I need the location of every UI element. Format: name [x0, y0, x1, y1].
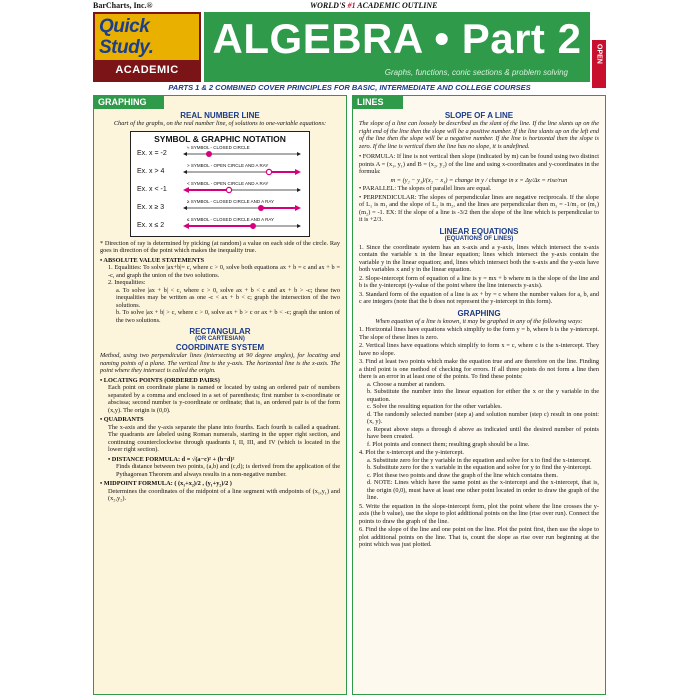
graphing-subitem: b. Substitute zero for the x variable in the equation and solve for y to find the y-intercept.: [367, 464, 592, 471]
absolute-value-equalities: 1. Equalities: To solve |ax+b|= c, where c > 0, solve both equations ax + b = c and ax + b = -c, and graph the union of the two solutions.: [108, 264, 340, 279]
lines-body: [359, 111, 599, 549]
graphing-body: [100, 111, 340, 503]
notation-caption: ≤ SYMBOL - CLOSED CIRCLE AND A RAY: [187, 216, 274, 222]
notation-row: [135, 216, 305, 234]
slope-intro: The slope of a line can loosely be described as the slant of the line. If the line slants up on the right end of the line then the slope will be a positive number. If the line slants up on the left end of the line then the slope will be a negative number. If the line is horizontal then the slope is zero. If the line is vertical then the line has no slope, it is undefined.: [359, 120, 599, 150]
graphing-item: 5. Write the equation in the slope-intercept form, plot the point where the line crosses the y-axis (the b value), use the slope to plot additional points on the line (rise over run). Connect the points to draw the graph of the line.: [359, 502, 599, 525]
notation-caption: ≈ SYMBOL - CLOSED CIRCLE: [187, 144, 250, 150]
number-line-open-ray-icon: [183, 184, 301, 198]
locating-points-text: Each point on coordinate plane is named or located by using an ordered pair of numbers separated by a comma and enclosed in a set of parenthesis; first number is x-coordinate or abscissa; second number is y-coordinate or ordinate; that is, an ordered pair is of the form (x,y). The origin is (0,0).: [108, 384, 340, 414]
notation-caption: < SYMBOL - OPEN CIRCLE AND A RAY: [187, 180, 269, 186]
notation-example: Ex. x ≥ 3: [137, 203, 165, 211]
open-tab-top: [592, 40, 606, 88]
linear-equations-item: 3. Standard form of the equation of a line is ax + by = c where the number values for a, b, and c are integers (note that the b does not represent the y-intercept in this form).: [359, 290, 599, 305]
absolute-value-inequalities: 2. Inequalities:: [108, 279, 146, 286]
tagline-number: #1: [347, 1, 356, 10]
graphing-lines-intro: When equation of a line is known, it may be graphed in any of the following ways:: [375, 317, 583, 325]
page-title: ALGEBRA • Part 2: [212, 15, 582, 62]
number-line-closed-icon: [183, 148, 301, 162]
notation-row: [135, 144, 305, 162]
notation-row: [135, 198, 305, 216]
brand-name: BarCharts, Inc.®: [93, 1, 153, 10]
lines-header: LINES: [353, 96, 403, 109]
quadrants-heading: • QUADRANTS: [100, 416, 144, 423]
absolute-value-greater-than: b. To solve |ax + b| > c, where c > 0, solve ax + b > c or ax + b < -c; graph the union of the two solutions.: [116, 309, 340, 324]
graphing-subitem: c. Plot these two points and draw the graph of the line which contains them.: [367, 471, 558, 479]
midpoint-formula-heading: • MIDPOINT FORMULA: ( (x₁+x₂)/2 , (y₁+y₂)/2 ): [100, 480, 232, 487]
absolute-value-heading: • ABSOLUTE VALUE STATEMENTS: [100, 256, 205, 264]
graphing-item: 1. Horizontal lines have equations which simplify to the form y = b, where b is the y-intercept. The slope of these lines is zero.: [359, 326, 599, 341]
notation-row: [135, 162, 305, 180]
graphing-subitem: a. Substitute zero for the y variable in the equation and solve for x to find the x-intercept.: [367, 456, 592, 464]
number-line-closed-ray-icon: [183, 202, 301, 216]
page-subtitle: Graphs, functions, conic sections & problem solving: [384, 68, 568, 77]
graphing-column: [93, 95, 347, 695]
graphing-subitem: f. Plot points and connect them; resulting graph should be a line.: [367, 440, 530, 448]
linear-equations-subtitle: (EQUATIONS OF LINES): [444, 235, 514, 242]
graphing-subitem: b. Substitute the number into the linear equation for either the x or the y variable in the equation.: [367, 388, 599, 403]
linear-equations-title: LINEAR EQUATIONS: [439, 226, 519, 236]
notation-example: Ex. x < -1: [137, 185, 167, 193]
tagline-suffix: ACADEMIC OUTLINE: [355, 1, 438, 10]
rectangular-title: RECTANGULAR: [189, 327, 251, 336]
title-banner: [204, 12, 590, 82]
graphing-item: 6. Find the slope of the line and one point on the line. Plot the point first, then use the slope to plot additional points on the line. That is, count the slope as rise over run beginning at the point which was just plotted.: [359, 526, 599, 548]
graphing-item: 3. Find at least two points which make the equation true and are therefore on the line. Finding a third point is one method of checking for errors. If all three points do not form a line then there is an error in at least one of the points. To find these points:: [359, 358, 599, 380]
graphing-item: 4. Plot the x-intercept and the y-intercept.: [359, 449, 464, 456]
notation-example: Ex. x > 4: [137, 167, 165, 175]
direction-note: * Direction of ray is determined by picking (at random) a value on each side of the circle. Ray goes in direction of the point which makes the inequality true.: [100, 239, 340, 254]
graphing-header: GRAPHING: [94, 96, 164, 109]
parallel-lines: • PARALLEL: The slopes of parallel lines are equal.: [359, 185, 492, 192]
perpendicular-lines: • PERPENDICULAR: The slopes of perpendicular lines are negative reciprocals. If the slope of L₁ is m₁ and the slope of L₂ is m₂, and the lines are perpendicular then m₁ = -1/m₂ or (m₁)(m₂) = -1. EX: If the slope of a line is -3/2 then the slope of the line which is perpendicular to it is +2/3.: [359, 193, 599, 223]
tagline: [310, 1, 438, 10]
graphing-subitem: d. NOTE: Lines which have the same point as the x-intercept and the x-intercept, that is, the origin (0,0), must have at least one other point located in order to draw the graph of the line.: [367, 479, 599, 501]
slope-title: SLOPE OF A LINE: [444, 111, 514, 120]
number-line-closed-ray-icon: [183, 220, 301, 234]
quadrants-text: The x-axis and the y-axis separate the plane into fourths. Each fourth is called a quadrant. The quadrants are labeled using Roman numerals, starting in the upper right section, and continuing counterclockwise through quadrants I, II, III, and IV (which is located in the lower right section).: [108, 423, 340, 453]
coordinate-system-title: COORDINATE SYSTEM: [175, 343, 265, 352]
notation-row: [135, 180, 305, 198]
linear-equations-item: 1. Since the coordinate system has an x-axis and a y-axis, lines which intersect the x-axis contain the variable x in the linear equation; lines which intersect the y-axis contain the variable y in the linear equation; and, lines which intersect both the x-axis and the y-axis have both variables x and y in the linear equation.: [359, 243, 599, 273]
notation-caption: ≥ SYMBOL - CLOSED CIRCLE AND A RAY: [187, 198, 274, 204]
notation-example: Ex. x = -2: [137, 149, 167, 157]
notation-title: SYMBOL & GRAPHIC NOTATION: [154, 133, 286, 144]
open-label: OPEN: [595, 44, 603, 64]
logo-word-quick: Quick: [99, 16, 150, 37]
graphing-subitem: a. Choose a number at random.: [367, 380, 446, 388]
real-number-line-title: REAL NUMBER LINE: [180, 111, 260, 120]
number-line-open-ray-icon: [183, 166, 301, 180]
slope-formula-text: • FORMULA: If line is not vertical then slope (indicated by m) can be found using two distinct points A = (x₁, y₁) and B = (x₂, y₂) of the line and using x-coordinates and y-coordinates in the formula:: [359, 153, 599, 175]
quickstudy-logo: [93, 12, 201, 82]
coverage-strip: PARTS 1 & 2 COMBINED COVER PRINCIPLES FOR BASIC, INTERMEDIATE AND COLLEGE COURSES: [168, 83, 531, 92]
notation-box: [130, 131, 310, 237]
graphing-subitem: e. Repeat above steps a through d above as indicated until the desired number of points have been created.: [367, 425, 599, 440]
midpoint-formula-text: Determines the coordinates of the midpoint of a line segment with endpoints of (x₁,y₁) and (x₂,y₂).: [108, 487, 340, 502]
graphing-lines-title: GRAPHING: [457, 308, 501, 318]
lines-column: [352, 95, 606, 695]
tagline-prefix: WORLD'S: [310, 1, 348, 10]
absolute-value-less-than: a. To solve |ax + b| < c, where c > 0, solve ax + b < c and ax + b > -c; these two inequalities may be written as one -c < ax + b < c; graph the intersection of the two solutions.: [116, 286, 340, 309]
linear-equations-item: 2. Slope-intercept form of equation of a line is y = mx + b where m is the slope of the line and b is the y-intercept (y-value of the point where the line intersects y-axis).: [359, 274, 599, 289]
distance-formula-text: Finds distance between two points, (a,b) and (c,d); is derived from the application of the Pythagorean Theorem and always results in a non-negative number.: [116, 463, 340, 478]
rectangular-subtitle: (OR CARTESIAN): [195, 336, 245, 342]
notation-caption: > SYMBOL - OPEN CIRCLE AND A RAY: [187, 162, 269, 168]
graphing-subitem: d. The randomly selected number (step a) and solution number (step c) result in one point: (x, y).: [367, 410, 599, 425]
notation-example: Ex. x ≤ 2: [137, 221, 165, 229]
graphing-subitem: c. Solve the resulting equation for the other variables.: [367, 403, 502, 410]
locating-points-heading: • LOCATING POINTS (ORDERED PAIRS): [100, 376, 220, 384]
graphing-item: 2. Vertical lines have equations which simplify to form x = c, where c is the x-intercept. They have no slope.: [359, 342, 599, 357]
real-number-line-intro: Chart of the graphs, on the real number line, of solutions to one-variable equations:: [113, 120, 327, 127]
logo-word-academic: ACADEMIC: [95, 60, 199, 80]
coordinate-system-intro: Method, using two perpendicular lines (intersecting at 90 degree angles), for locating and naming points of a plane. The vertical line is the y-axis. The horizontal line is the x-axis. The point where they intersect is called the origin.: [100, 352, 340, 374]
distance-formula-heading: • DISTANCE FORMULA: d = √(a−c)² + (b−d)²: [108, 455, 235, 463]
slope-formula: m = (y₂ − y₁)/(x₂ − x₁) = change in y / change in x = Δy/Δx = rise/run: [390, 176, 568, 184]
logo-word-study: Study.: [99, 37, 154, 58]
